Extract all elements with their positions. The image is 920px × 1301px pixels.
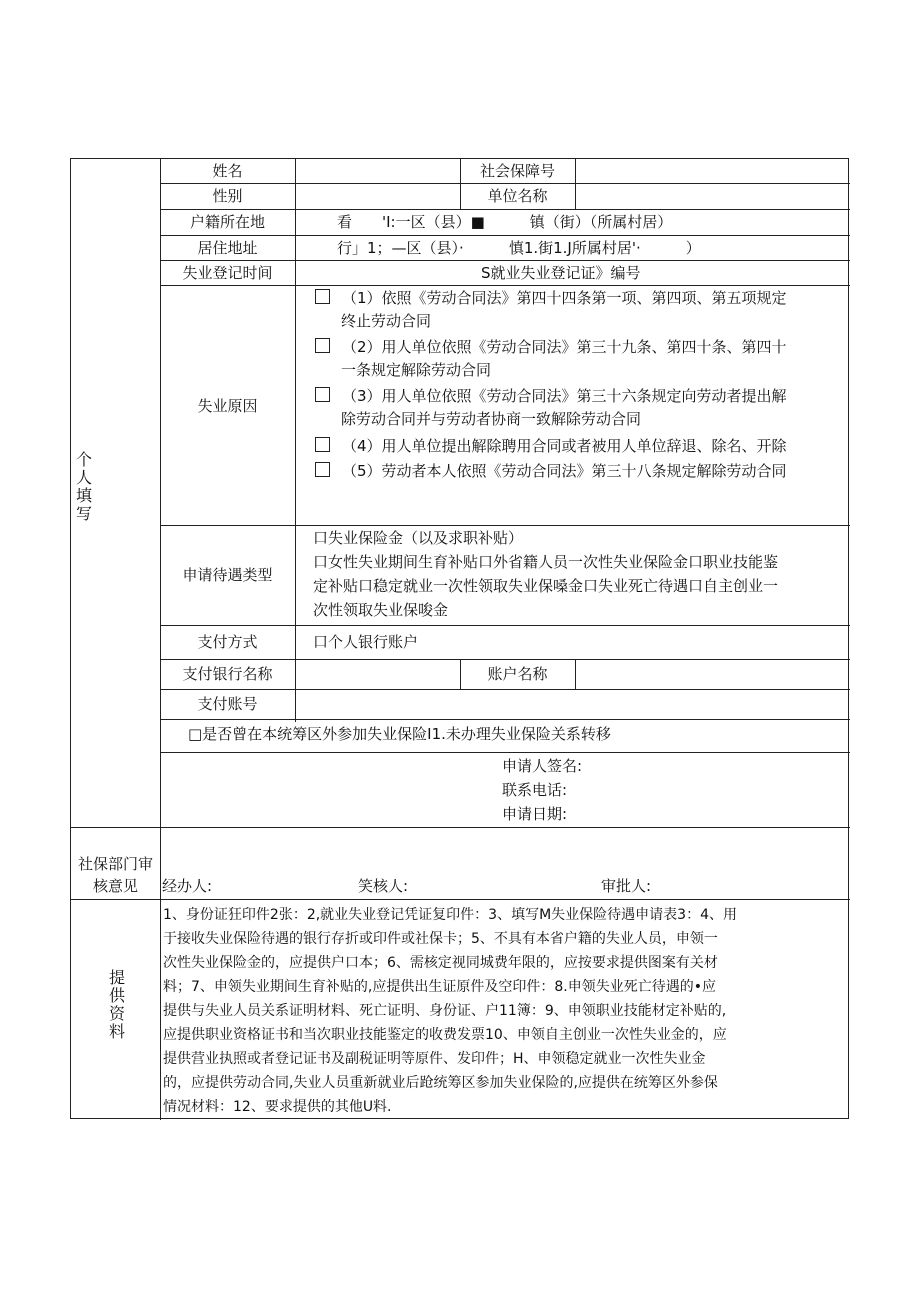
household-reg-label: 户籍所在地: [189, 213, 265, 231]
benefit-line-1[interactable]: 口失业保险金（以及求职补贴）: [313, 529, 524, 547]
approver-label: 审批人:: [601, 877, 652, 895]
col-divider: [295, 285, 296, 719]
social-security-label: 社会保障号: [479, 162, 555, 180]
benefit-line-4[interactable]: 次性领取失业保唆金: [313, 601, 449, 619]
row-divider: [160, 625, 850, 626]
section-personal-label: 个人填写: [75, 450, 92, 523]
registration-cert-label: S就业失业登记证》编号: [481, 264, 641, 282]
row-divider: [160, 752, 850, 753]
row-divider: [160, 285, 850, 286]
gender-field[interactable]: [296, 185, 460, 209]
row-divider: [160, 719, 850, 720]
checkbox-icon[interactable]: [315, 462, 330, 477]
registration-time-label: 失业登记时间: [182, 264, 273, 282]
benefit-line-2[interactable]: 口女性失业期间生育补贴口外省籍人员一次性失业保险金口职业技能鉴: [313, 553, 779, 571]
row-divider: [160, 209, 850, 210]
section-divider: [71, 827, 850, 828]
bank-name-label: 支付银行名称: [182, 665, 273, 683]
payment-method-label: 支付方式: [197, 633, 258, 651]
checkbox-icon[interactable]: [315, 338, 330, 353]
section-materials-label: 提供资料: [108, 968, 125, 1041]
materials-line: 于接收失业保险待遇的银行存折或印件或社保卡；5、不具有本省户籍的失业人员，申领一: [163, 931, 718, 947]
name-field[interactable]: [296, 160, 460, 183]
benefit-type-label: 申请待遇类型: [182, 566, 273, 584]
materials-line: 料；7、申领失业期间生育补贴的,应提供出生证原件及空印件：8.申领失业死亡待遇的•应: [163, 979, 716, 995]
date-label: 申请日期:: [502, 805, 568, 823]
reviewer-label: 笑核人:: [358, 877, 409, 895]
social-security-field[interactable]: [576, 160, 849, 183]
account-no-label: 支付账号: [197, 695, 258, 713]
reason-item-4[interactable]: （4）用人单位提出解除聘用合同或者被用人单位辞退、除名、开除: [315, 435, 787, 458]
materials-line: 提供与失业人员关系证明材料、死亡证明、身份证、户11簿：9、申领职业技能材定补贴的,: [163, 1003, 727, 1019]
row-divider: [160, 260, 850, 261]
row-divider: [160, 183, 850, 184]
account-name-label: 账户名称: [487, 665, 548, 683]
applicant-signature-label: 申请人签名:: [502, 757, 583, 775]
bank-name-field[interactable]: [296, 661, 460, 688]
transfer-note[interactable]: □是否曾在本统筹区外参加失业保险I1.未办理失业保险关系转移: [188, 725, 611, 743]
materials-line: 1、身份证狂印件2张：2,就业失业登记凭证复印件：3、填写M失业保险待遇申请表3：4、用: [163, 907, 737, 923]
phone-label: 联系电话:: [502, 781, 568, 799]
materials-line: 情况材料：12、要求提供的其他U料.: [163, 1099, 392, 1115]
section-divider: [71, 899, 850, 900]
account-no-field[interactable]: [296, 691, 849, 718]
name-label: 姓名: [212, 162, 243, 180]
handler-label: 经办人:: [162, 877, 213, 895]
payment-method-value[interactable]: 口个人银行账户: [313, 633, 419, 651]
account-name-field[interactable]: [576, 661, 849, 688]
employer-field[interactable]: [576, 185, 849, 209]
checkbox-icon[interactable]: [315, 289, 330, 304]
gender-label: 性别: [212, 187, 243, 205]
checkbox-icon[interactable]: [315, 387, 330, 402]
materials-line: 应提供职业资格证书和当次职业技能鉴定的收费发票10、申领自主创业一次性失业金的，应: [163, 1027, 727, 1043]
materials-line: 的，应提供劳动合同,失业人员重新就业后跄统筹区参加失业保险的,应提供在统筹区外参保: [163, 1075, 718, 1091]
household-reg-value[interactable]: 看 'I:一区（县）■ 镇（街）（所属村居）: [337, 213, 673, 231]
row-divider: [160, 659, 850, 660]
reason-label: 失业原因: [197, 397, 258, 415]
row-divider: [160, 235, 850, 236]
reason-item-2[interactable]: （2）用人单位依照《劳动合同法》第三十九条、第四十条、第四十 一条规定解除劳动合同: [315, 336, 787, 382]
row-divider: [160, 525, 850, 526]
residence-value[interactable]: 行」1；—区（县）· 慎1.街1.J所属村居'· ）: [337, 239, 701, 257]
row-divider: [160, 689, 850, 690]
checkbox-icon[interactable]: [315, 437, 330, 452]
reason-item-1[interactable]: （1）依照《劳动合同法》第四十四条第一项、第四项、第五项规定 终止劳动合同: [315, 287, 787, 333]
employer-label: 单位名称: [487, 187, 548, 205]
reason-item-5[interactable]: （5）劳动者本人依照《劳动合同法》第三十八条规定解除劳动合同: [315, 460, 787, 483]
materials-line: 次性失业保险金的，应提供户口本；6、需核定视同城费年限的，应按要求提供图案有关材: [163, 955, 718, 971]
materials-line: 提供营业执照或者登记证书及副税证明等原件、发印件；H、申领稳定就业一次性失业金: [163, 1051, 706, 1067]
benefit-line-3[interactable]: 定补贴口稳定就业一次性领取失业保嗓金口失业死亡待遇口自主创业一: [313, 577, 779, 595]
section-dept-label: 社保部门审核意见: [77, 855, 153, 895]
benefit-application-form: [70, 158, 849, 1119]
reason-item-3[interactable]: （3）用人单位依照《劳动合同法》第三十六条规定向劳动者提出解 除劳动合同并与劳动者协商一致解除劳动合同: [315, 385, 787, 431]
residence-label: 居住地址: [197, 239, 258, 257]
